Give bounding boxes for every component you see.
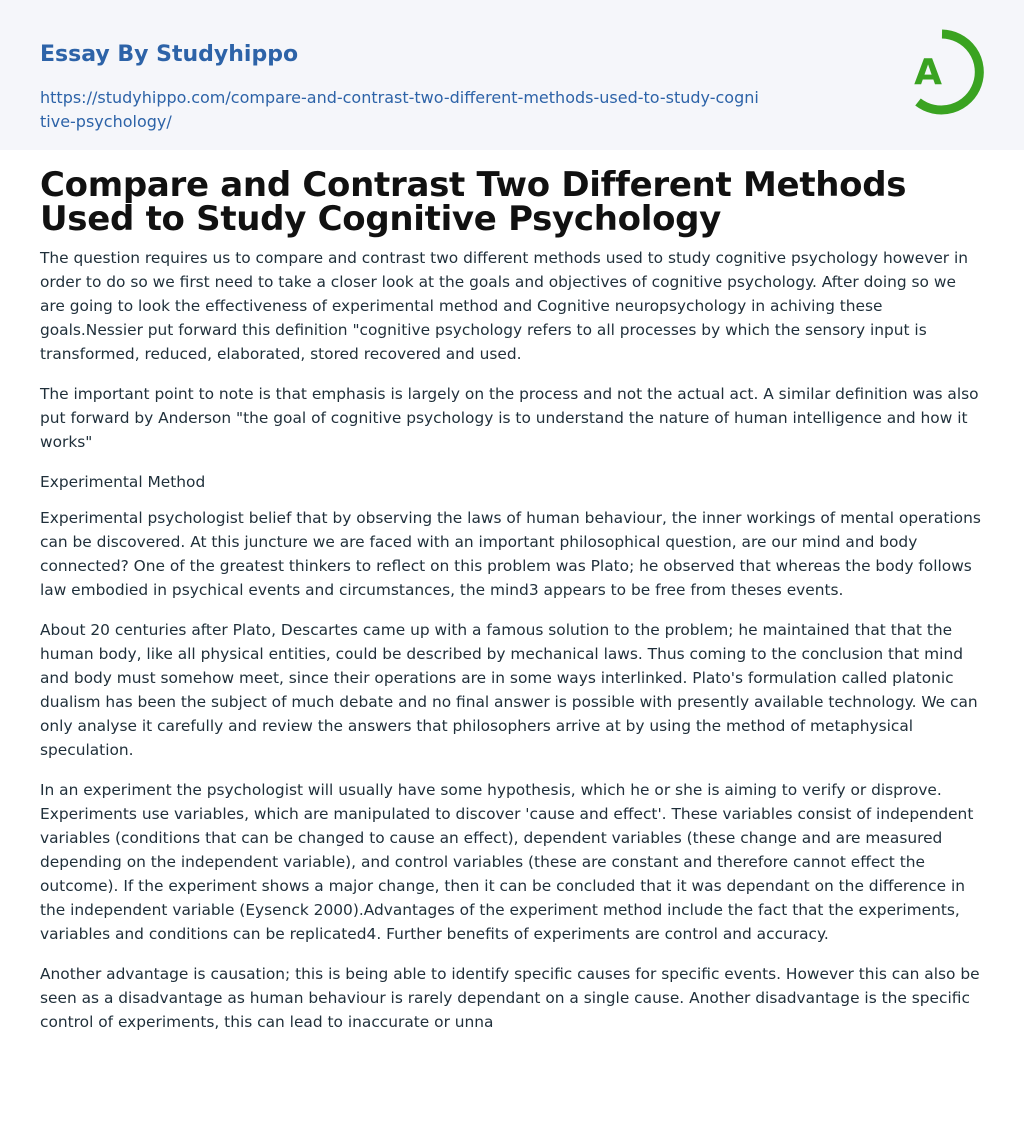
page-header	[0, 0, 1024, 150]
paragraph: In an experiment the psychologist will usually have some hypothesis, which he or she is aiming to verify or disprove. Experiments use variables, which are manipulated to discover 'cause and effect'. These variables consist of independent variables (conditions that can be changed to cause an effect), dependent variables (these change and are measured depending on the independent variable), and control variables (these are constant and therefore cannot effect the outcome). If the experiment shows a major change, then it can be concluded that it was dependant on the difference in the independent variable (Eysenck 2000).Advantages of the experiment method include the fact that the experiments, variables and conditions can be replicated4. Further benefits of experiments are control and accuracy.	[40, 781, 974, 943]
studyhippo-logo-icon[interactable]	[898, 28, 986, 116]
article-body	[0, 150, 1024, 1034]
paragraph: About 20 centuries after Plato, Descartes came up with a famous solution to the problem; he maintained that that the human body, like all physical entities, could be described by mechanical laws. Thus coming to the conclusion that mind and body must somehow meet, since their operations are in some ways interlinked. Plato's formulation called platonic dualism has been the subject of much debate and no final answer is possible with presently available technology. We can only analyse it carefully and review the answers that philosophers arrive at by using the method of metaphysical speculation.	[40, 621, 978, 759]
paragraph: Experimental psychologist belief that by observing the laws of human behaviour, the inner workings of mental operations can be discovered. At this juncture we are faced with an important philosophical question, are our mind and body connected? One of the greatest thinkers to reflect on this problem was Plato; he observed that whereas the body follows law embodied in psychical events and circumstances, the mind3 appears to be free from theses events.	[40, 509, 981, 599]
logo-letter: A	[914, 52, 942, 93]
brand-title[interactable]: Essay By Studyhippo	[40, 42, 299, 67]
paragraph: The important point to note is that emphasis is largely on the process and not the actual act. A similar definition was also put forward by Anderson "the goal of cognitive psychology is to understand the nature of human intelligence and how it works"	[40, 385, 979, 451]
source-url-link[interactable]: https://studyhippo.com/compare-and-contrast-two-different-methods-used-to-study-cognitive-psychology/	[40, 88, 759, 131]
section-heading: Experimental Method	[40, 473, 206, 491]
paragraph: The question requires us to compare and contrast two different methods used to study cognitive psychology however in order to do so we first need to take a closer look at the goals and objectives of cognitive psychology. After doing so we are going to look the effectiveness of experimental method and Cognitive neuropsychology in achiving these goals.Nessier put forward this definition "cognitive psychology refers to all processes by which the sensory input is transformed, reduced, elaborated, stored recovered and used.	[40, 249, 969, 363]
article-title: Compare and Contrast Two Different Methods Used to Study Cognitive Psychology	[40, 165, 907, 239]
paragraph: Another advantage is causation; this is being able to identify specific causes for specific events. However this can also be seen as a disadvantage as human behaviour is rarely dependant on a single cause. Another disadvantage is the specific control of experiments, this can lead to inaccurate or unna	[40, 965, 980, 1031]
